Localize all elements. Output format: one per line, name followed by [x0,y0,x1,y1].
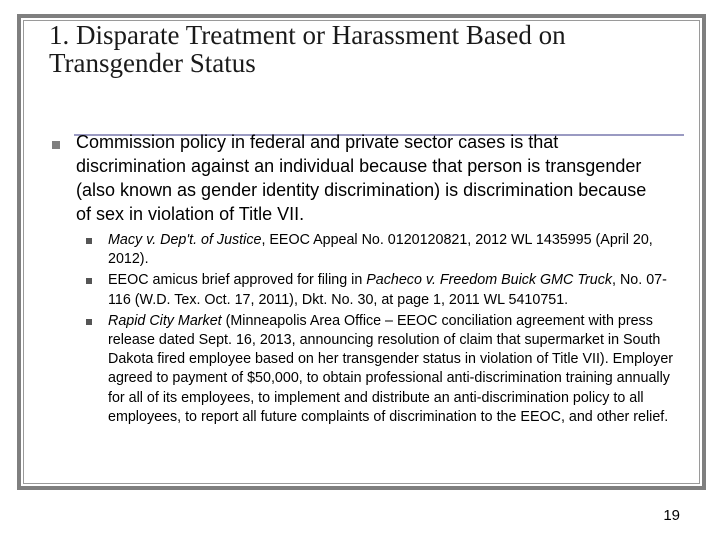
case-item-macy [86,231,686,269]
case-name: Pacheco v. Freedom Buick GMC Truck [366,272,613,289]
case-citation: , No. 07-116 (W.D. Tex. Oct. 17, 2011), Dkt. No. 30, at page 1, 2011 WL 5410751. [108,272,667,308]
case-text [108,271,686,309]
square-bullet-icon [86,319,92,325]
main-bullet [49,130,649,226]
case-name: Macy v. Dep't. of Justice [108,232,262,248]
case-intro: EEOC amicus brief approved for filing in [108,272,367,289]
case-text [108,312,686,427]
case-list [86,231,686,429]
main-bullet-text: Commission policy in federal and private sector cases is that discrimination against an individual because that person is transgender (also known as gender identity discrimination) is discrimination because of sex in violation of Title VII. [76,132,647,224]
case-item-pacheco [86,271,686,309]
case-name: Rapid City Market [108,312,222,329]
square-bullet-icon [52,141,60,149]
square-bullet-icon [86,238,92,244]
slide-title: 1. Disparate Treatment or Harassment Based on Transgender Status [49,20,566,78]
case-citation: , EEOC Appeal No. 0120120821, 2012 WL 1435995 (April 20, 2012). [108,232,653,268]
square-bullet-icon [86,278,92,284]
case-citation: (Minneapolis Area Office – EEOC conciliation agreement with press release dated Sept. 16, 2013, announcing resolution of claim that supermarket in South Dakota fired employee based on her transgender status in violation of Title VII). Employer agreed to payment of $50,000, to obtain professional anti-discrimination training annually for all of its employees, to implement and distribute an anti-discrimination policy to all employees, to report all future complaints of discrimination to the EEOC, and other relief. [108,312,674,425]
page-number: 19 [663,507,680,524]
case-text [108,231,686,269]
case-item-rapid-city [86,312,686,427]
